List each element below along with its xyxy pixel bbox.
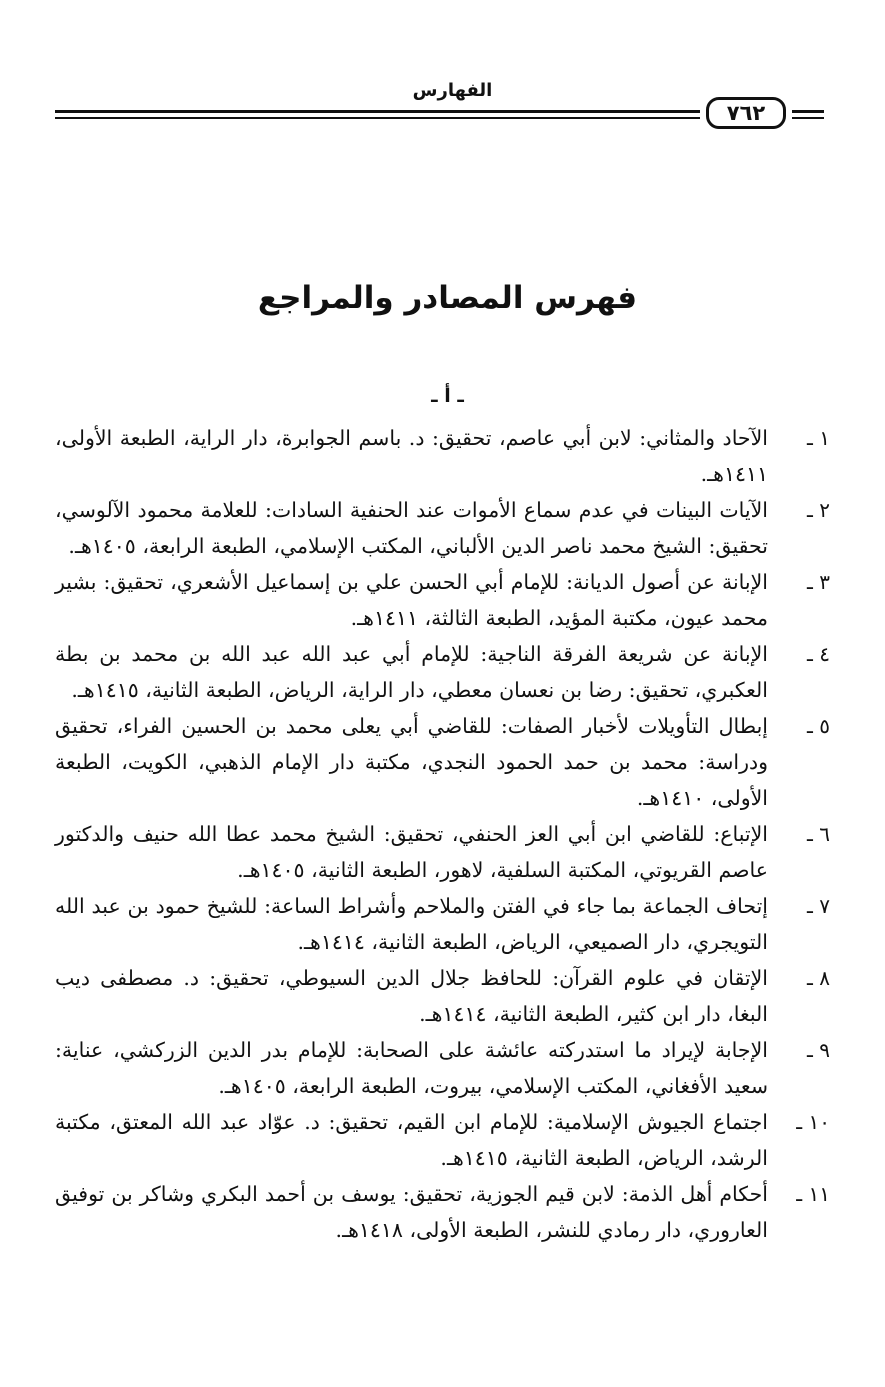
entry-number: ٨ ـ xyxy=(807,966,830,990)
entry-number: ٣ ـ xyxy=(807,570,830,594)
entry-text: أحكام أهل الذمة: لابن قيم الجوزية، تحقيق: يوسف بن أحمد البكري وشاكر بن توفيق العاروري، دار رمادي للنشر، الطبعة الأولى، ١٤١٨هـ. xyxy=(55,1182,768,1242)
bibliography-entry xyxy=(55,564,830,636)
header-double-rule xyxy=(55,110,700,119)
entry-number: ١٠ ـ xyxy=(796,1110,830,1134)
entry-number: ٦ ـ xyxy=(807,822,830,846)
header-double-rule-right xyxy=(792,110,824,119)
page-number: ٧٦٢ xyxy=(706,97,786,129)
header-rule-right-bottom xyxy=(792,117,824,119)
page-title: فهرس المصادر والمراجع xyxy=(257,280,638,316)
entry-text: اجتماع الجيوش الإسلامية: للإمام ابن القيم، تحقيق: د. عوّاد عبد الله المعتق، مكتبة الرشد، الرياض، الطبعة الثانية، ١٤١٥هـ. xyxy=(55,1110,768,1170)
entry-number: ٧ ـ xyxy=(807,894,830,918)
entry-number: ٤ ـ xyxy=(807,642,830,666)
entry-text: الآيات البينات في عدم سماع الأموات عند الحنفية السادات: للعلامة محمود الآلوسي، تحقيق: الشيخ محمد ناصر الدين الألباني، المكتب الإسلامي، الطبعة الرابعة، ١٤٠٥هـ. xyxy=(55,498,768,558)
entry-text: الإجابة لإيراد ما استدركته عائشة على الصحابة: للإمام بدر الدين الزركشي، عناية: سعيد الأفغاني، المكتب الإسلامي، بيروت، الطبعة الرابعة، ١٤٠٥هـ. xyxy=(55,1038,768,1098)
entry-number: ٢ ـ xyxy=(807,498,830,522)
bibliography-entry xyxy=(55,420,830,492)
section-letter-heading: ـ أ ـ xyxy=(431,385,464,407)
header-rule-top xyxy=(55,110,700,113)
entry-text: الإتباع: للقاضي ابن أبي العز الحنفي، تحقيق: الشيخ محمد عطا الله حنيف والدكتور عاصم القريوتي، المكتبة السلفية، لاهور، الطبعة الثانية، ١٤٠٥هـ. xyxy=(55,822,768,882)
entry-number: ٩ ـ xyxy=(807,1038,830,1062)
bibliography-entry xyxy=(55,492,830,564)
header-rule-right-top xyxy=(792,110,824,113)
header-rule-bottom xyxy=(55,117,700,119)
bibliography-list xyxy=(55,420,830,1248)
entry-number: ١١ ـ xyxy=(796,1182,830,1206)
bibliography-entry xyxy=(55,1176,830,1248)
entry-number: ١ ـ xyxy=(807,426,830,450)
bibliography-entry xyxy=(55,1104,830,1176)
entry-text: الآحاد والمثاني: لابن أبي عاصم، تحقيق: د. باسم الجوابرة، دار الراية، الطبعة الأولى، ١٤١١هـ. xyxy=(55,426,768,486)
bibliography-entry xyxy=(55,708,830,816)
entry-text: الإتقان في علوم القرآن: للحافظ جلال الدين السيوطي، تحقيق: د. مصطفى ديب البغا، دار ابن كثير، الطبعة الثانية، ١٤١٤هـ. xyxy=(55,966,768,1026)
bibliography-entry xyxy=(55,636,830,708)
entry-text: إتحاف الجماعة بما جاء في الفتن والملاحم وأشراط الساعة: للشيخ حمود بن عبد الله التويجري، دار الصميعي، الرياض، الطبعة الثانية، ١٤١٤هـ. xyxy=(55,894,768,954)
entry-text: الإبانة عن شريعة الفرقة الناجية: للإمام أبي عبد الله عبد الله بن محمد بن بطة العكبري، تحقيق: رضا بن نعسان معطي، دار الراية، الرياض، الطبعة الثانية، ١٤١٥هـ. xyxy=(55,642,768,702)
bibliography-entry xyxy=(55,960,830,1032)
entry-number: ٥ ـ xyxy=(807,714,830,738)
entry-text: إبطال التأويلات لأخبار الصفات: للقاضي أبي يعلى محمد بن الحسين الفراء، تحقيق ودراسة: محمد بن حمد الحمود النجدي، مكتبة دار الإمام الذهبي، الكويت، الطبعة الأولى، ١٤١٠هـ. xyxy=(55,714,768,810)
bibliography-entry xyxy=(55,1032,830,1104)
running-title: الفهارس xyxy=(412,80,493,101)
bibliography-entry xyxy=(55,816,830,888)
entry-text: الإبانة عن أصول الديانة: للإمام أبي الحسن علي بن إسماعيل الأشعري، تحقيق: بشير محمد عيون، مكتبة المؤيد، الطبعة الثالثة، ١٤١١هـ. xyxy=(55,570,768,630)
bibliography-entry xyxy=(55,888,830,960)
